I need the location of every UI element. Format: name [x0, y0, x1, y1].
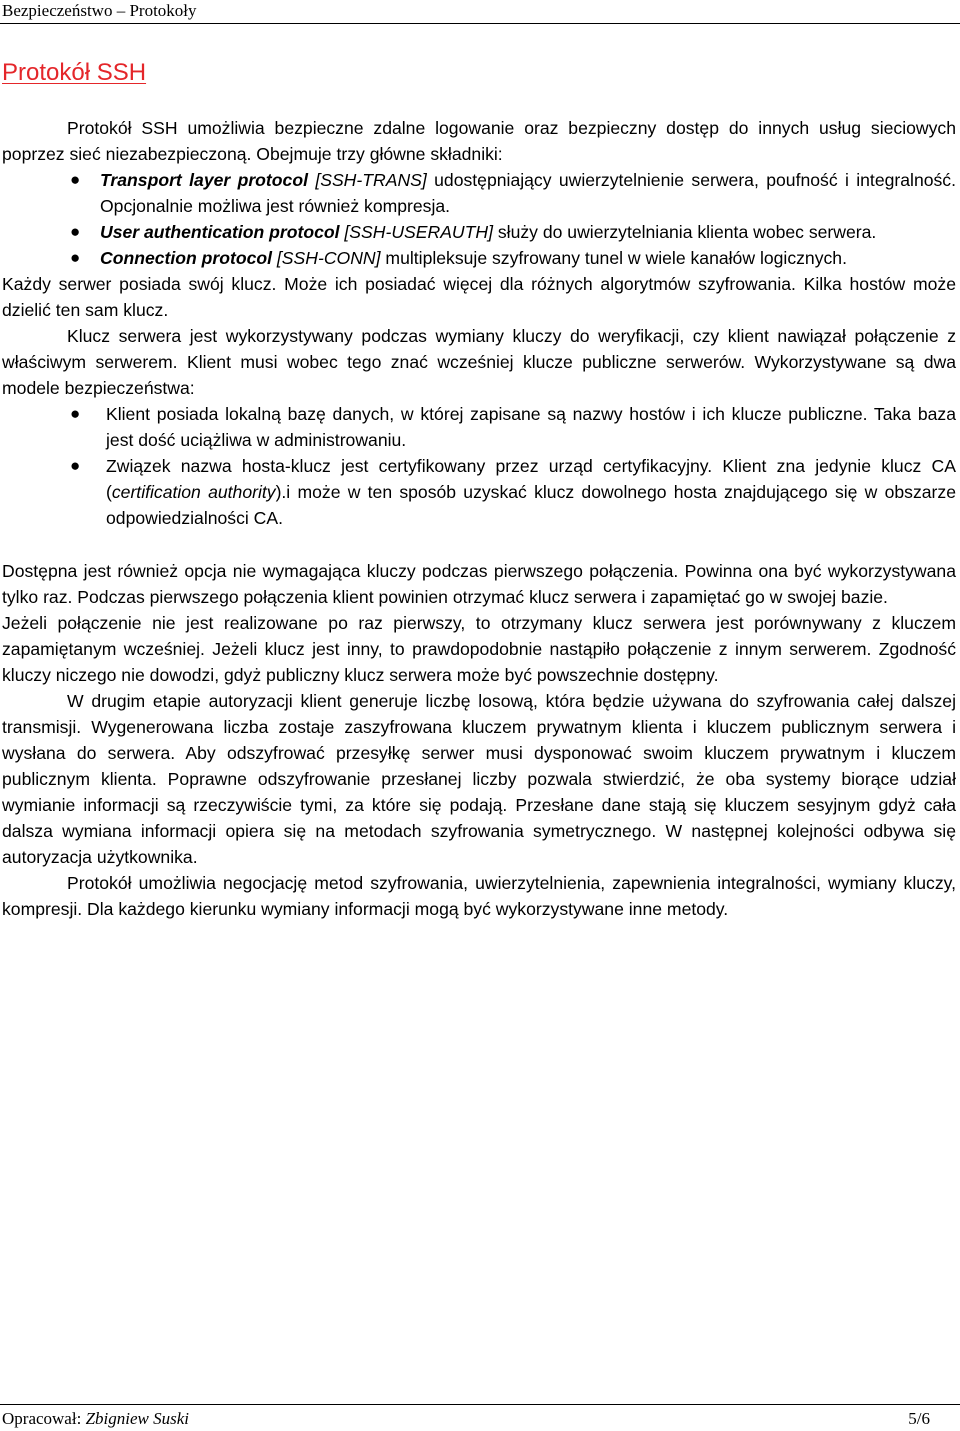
component-ref: [SSH-CONN] [276, 248, 381, 268]
component-ref: [SSH-TRANS] [315, 170, 427, 190]
first-connection-paragraph: Dostępna jest również opcja nie wymagająca kluczy podczas pierwszego połączenia. Powinna ona być wykorzystywana tylko raz. Podczas pierwszego połączenia klient powinien otrzymać klucz serwera i zapamiętać go w swojej bazie. [2, 561, 956, 607]
models-list [2, 401, 956, 531]
page-header [0, 0, 960, 24]
footer-label: Opracował: [2, 1409, 86, 1428]
footer-author-block [2, 1407, 189, 1431]
keys-paragraph: Każdy serwer posiada swój klucz. Może ich posiadać więcej dla różnych algorytmów szyfrowania. Kilka hostów może dzielić ten sam klucz. [2, 274, 956, 320]
header-text: Bezpieczeństwo – Protokoły [2, 1, 197, 20]
list-item-connection [2, 245, 956, 271]
component-term: Connection protocol [100, 248, 273, 268]
bullet-icon: ● [70, 170, 81, 189]
section-title: Protokół SSH [2, 59, 147, 86]
bullet-icon: ● [70, 404, 81, 423]
list-item-local-db [2, 401, 956, 453]
component-desc: multipleksuje szyfrowany tunel w wiele kanałów logicznych. [380, 248, 847, 268]
bullet-icon: ● [70, 248, 81, 267]
components-list [2, 167, 956, 271]
second-stage-paragraph: W drugim etapie autoryzacji klient generuje liczbę losową, która będzie używana do szyfrowania całej dalszej transmisji. Wygenerowana liczba zostaje zaszyfrowana kluczem prywatnym klienta i kluczem publicznym serwera i wysłana do serwera. Aby odszyfrować przesyłkę serwer musi dysponować swoim kluczem prywatnym i kluczem publicznym klienta. Poprawne odszyfrowanie przesłanej liczby pozwala stwierdzić, że oba systemy biorące udział wymianie informacji są rzeczywiście tymi, za które się podają. Przesłane dane stają się kluczem sesyjnym gdyż cała dalsza wymiana informacji opiera się na metodach szyfrowania symetrycznego. W następnej kolejności odbywa się autoryzacja użytkownika. [2, 691, 956, 867]
paragraph-gap [2, 531, 956, 558]
model-text-pre: Związek nazwa hosta-klucz jest certyfikowany przez urząd certyfikacyjny. Klient zna jedynie klucz CA ( [106, 456, 956, 502]
page-number: 5/6 [908, 1409, 930, 1428]
component-term: User authentication protocol [100, 222, 340, 242]
list-item-transport [2, 167, 956, 219]
component-ref: [SSH-USERAUTH] [344, 222, 493, 242]
intro-paragraph: Protokół SSH umożliwia bezpieczne zdalne logowanie oraz bezpieczny dostęp do innych usług sieciowych poprzez sieć niezabezpieczoną. Obejmuje trzy główne składniki: [2, 118, 956, 164]
component-term: Transport layer protocol [100, 170, 308, 190]
server-key-paragraph: Klucz serwera jest wykorzystywany podczas wymiany kluczy do weryfikacji, czy klient nawiązał połączenie z właściwym serwerem. Klient musi wobec tego znać wcześniej klucze publiczne serwerów. Wykorzystywane są dwa modele bezpieczeństwa: [2, 326, 956, 398]
list-item-ca [2, 453, 956, 531]
model-text-post: ).i może w ten sposób uzyskać klucz dowolnego hosta znajdującego się w obszarze odpowiedzialności CA. [106, 482, 956, 528]
bullet-icon: ● [70, 456, 81, 475]
document-body [2, 56, 956, 922]
negotiation-paragraph: Protokół umożliwia negocjację metod szyfrowania, uwierzytelnienia, zapewnienia integralności, wymiany kluczy, kompresji. Dla każdego kierunku wymiany informacji mogą być wykorzystywane inne metody. [2, 873, 956, 919]
list-item-userauth [2, 219, 956, 245]
component-desc: udostępniający uwierzytelnienie serwera, poufność i integralność. Opcjonalnie możliwa jest również kompresja. [100, 170, 956, 216]
component-desc: służy do uwierzytelniania klienta wobec serwera. [492, 222, 877, 242]
page-footer [0, 1404, 960, 1430]
model-text-italic: certification authority [111, 482, 276, 502]
model-text: Klient posiada lokalną bazę danych, w której zapisane są nazwy hostów i ich klucze publiczne. Taka baza jest dość uciążliwa w administrowaniu. [106, 404, 956, 450]
footer-author: Zbigniew Suski [85, 1409, 189, 1428]
subsequent-connection-paragraph: Jeżeli połączenie nie jest realizowane po raz pierwszy, to otrzymany klucz serwera jest porównywany z kluczem zapamiętanym wcześniej. Jeżeli klucz jest inny, to prawdopodobnie nastąpiło połączenie z innym serwerem. Zgodność kluczy niczego nie dowodzi, gdyż publiczny klucz serwera może być powszechnie dostępny. [2, 613, 956, 685]
bullet-icon: ● [70, 222, 81, 241]
